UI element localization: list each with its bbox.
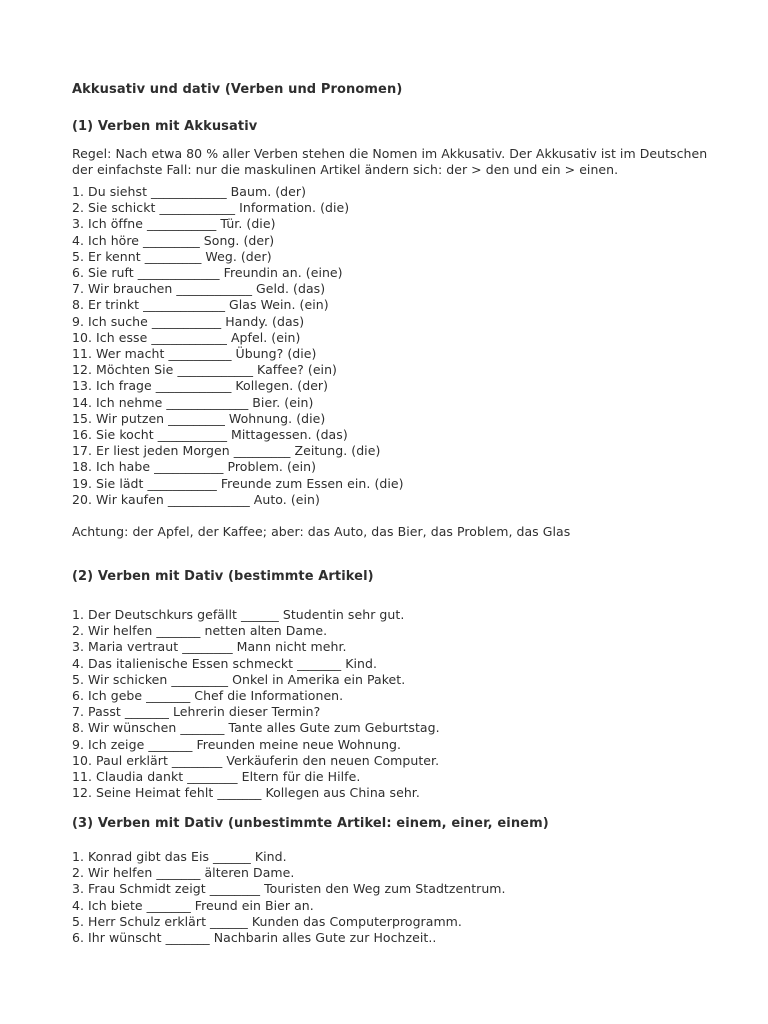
exercise-line: 14. Ich nehme _____________ Bier. (ein): [72, 394, 314, 410]
exercise-line: 5. Herr Schulz erklärt ______ Kunden das Computerprogramm.: [72, 913, 462, 929]
exercise-line: 1. Du siehst ____________ Baum. (der): [72, 184, 307, 199]
exercise-line: 9. Ich suche ___________ Handy. (das): [72, 313, 305, 329]
exercise-line: 4. Ich biete _______ Freund ein Bier an.: [72, 897, 314, 913]
exercise-list-3: [72, 849, 506, 946]
exercise-line: 17. Er liest jeden Morgen _________ Zeitung. (die): [72, 443, 381, 459]
exercise-line: 2. Wir helfen _______ älteren Dame.: [72, 865, 295, 881]
rule-line-1: Regel: Nach etwa 80 % aller Verben stehen die Nomen im Akkusativ. Der Akkusativ ist im Deutschen: [72, 146, 708, 161]
exercise-line: 8. Wir wünschen _______ Tante alles Gute zum Geburtstag.: [72, 720, 440, 736]
note-line: Achtung: der Apfel, der Kaffee; aber: das Auto, das Bier, das Problem, das Glas: [72, 524, 571, 539]
exercise-line: 10. Paul erklärt ________ Verkäuferin den neuen Computer.: [72, 752, 440, 768]
rule-paragraph: [72, 146, 720, 178]
exercise-line: 7. Wir brauchen ____________ Geld. (das): [72, 281, 326, 297]
exercise-list-1: [72, 184, 404, 508]
exercise-line: 3. Ich öffne ___________ Tür. (die): [72, 216, 276, 232]
rule-line-2: der einfachste Fall: nur die maskulinen Artikel ändern sich: der > den und ein > einen.: [72, 162, 619, 178]
exercise-list-2: [72, 607, 440, 801]
exercise-line: 3. Frau Schmidt zeigt ________ Touristen den Weg zum Stadtzentrum.: [72, 881, 506, 897]
exercise-line: 12. Seine Heimat fehlt _______ Kollegen aus China sehr.: [72, 785, 420, 801]
exercise-line: 13. Ich frage ____________ Kollegen. (der): [72, 378, 329, 394]
section-1-heading: (1) Verben mit Akkusativ: [72, 119, 258, 134]
document-title: Akkusativ und dativ (Verben und Pronomen): [72, 82, 403, 97]
exercise-line: 16. Sie kocht ___________ Mittagessen. (das): [72, 427, 348, 443]
exercise-line: 11. Claudia dankt ________ Eltern für die Hilfe.: [72, 769, 361, 785]
exercise-line: 10. Ich esse ____________ Apfel. (ein): [72, 329, 301, 345]
exercise-line: 2. Sie schickt ____________ Information. (die): [72, 200, 350, 216]
exercise-line: 5. Er kennt _________ Weg. (der): [72, 248, 272, 264]
exercise-line: 6. Sie ruft _____________ Freundin an. (eine): [72, 265, 343, 281]
exercise-line: 19. Sie lädt ___________ Freunde zum Essen ein. (die): [72, 475, 404, 491]
exercise-line: 20. Wir kaufen _____________ Auto. (ein): [72, 491, 320, 507]
exercise-line: 1. Der Deutschkurs gefällt ______ Studentin sehr gut.: [72, 607, 405, 622]
exercise-line: 2. Wir helfen _______ netten alten Dame.: [72, 623, 328, 639]
exercise-line: 7. Passt _______ Lehrerin dieser Termin?: [72, 704, 321, 720]
exercise-line: 9. Ich zeige _______ Freunden meine neue Wohnung.: [72, 736, 402, 752]
exercise-line: 3. Maria vertraut ________ Mann nicht mehr.: [72, 639, 347, 655]
exercise-line: 11. Wer macht __________ Übung? (die): [72, 346, 317, 362]
exercise-line: 1. Konrad gibt das Eis ______ Kind.: [72, 849, 287, 864]
section-2-heading: (2) Verben mit Dativ (bestimmte Artikel): [72, 569, 374, 584]
exercise-line: 6. Ihr wünscht _______ Nachbarin alles Gute zur Hochzeit..: [72, 930, 437, 946]
exercise-line: 4. Ich höre _________ Song. (der): [72, 232, 275, 248]
exercise-line: 18. Ich habe ___________ Problem. (ein): [72, 459, 317, 475]
exercise-line: 8. Er trinkt _____________ Glas Wein. (ein): [72, 297, 329, 313]
exercise-line: 5. Wir schicken _________ Onkel in Amerika ein Paket.: [72, 671, 406, 687]
exercise-line: 12. Möchten Sie ____________ Kaffee? (ein): [72, 362, 337, 378]
exercise-line: 4. Das italienische Essen schmeckt _______ Kind.: [72, 655, 377, 671]
section-3-heading: (3) Verben mit Dativ (unbestimmte Artikel: einem, einer, einem): [72, 816, 549, 831]
exercise-line: 15. Wir putzen _________ Wohnung. (die): [72, 410, 326, 426]
exercise-line: 6. Ich gebe _______ Chef die Informationen.: [72, 688, 344, 704]
